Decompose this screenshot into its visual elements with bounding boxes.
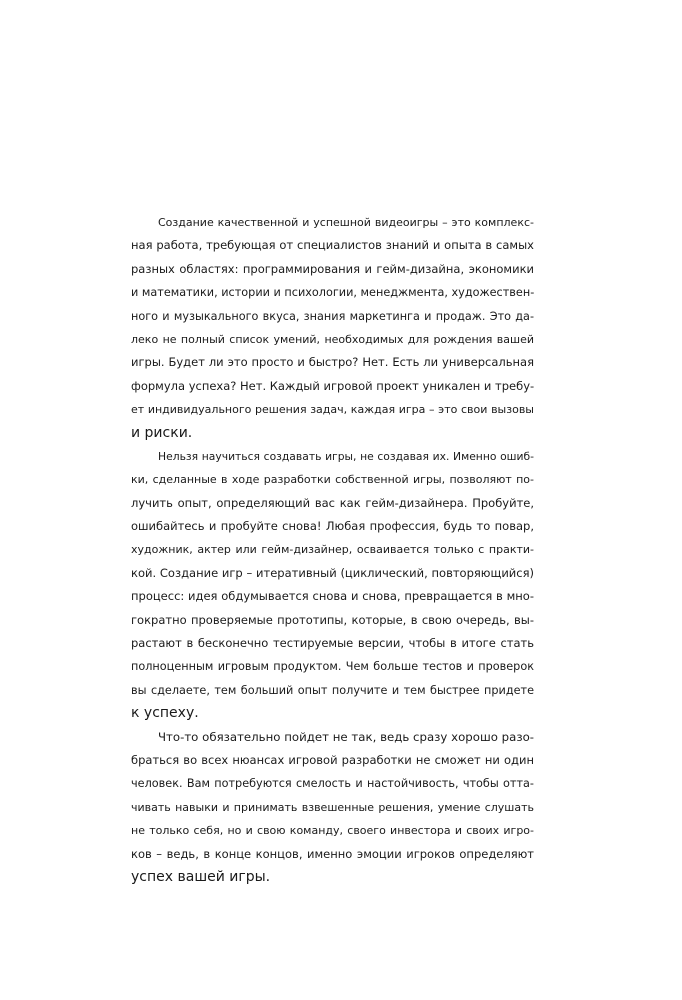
paragraph-1-line-8: формула успеха? Нет. Каждый игровой проект уникален и требу- bbox=[131, 378, 534, 393]
paragraph-1-line-4: и математики, истории и психологии, менеджмента, художествен- bbox=[131, 286, 534, 300]
paragraph-1-line-1: Создание качественной и успешной видеоигры – это комплекс- bbox=[158, 216, 534, 229]
paragraph-1-line-9: ет индивидуального решения задач, каждая игра – это свои вызовы bbox=[131, 403, 534, 417]
paragraph-3-line-6: ков – ведь, в конце концов, именно эмоции игроков определяют bbox=[131, 846, 534, 861]
paragraph-2-line-8: гократно проверяемые прототипы, которые, в свою очередь, вы- bbox=[131, 612, 534, 627]
paragraph-2-line-5: художник, актер или гейм-дизайнер, осваивается только с практи- bbox=[131, 543, 534, 557]
paragraph-2-line-6: кой. Создание игр – итеративный (циклический, повторяющийся) bbox=[131, 565, 534, 580]
paragraph-3-line-3: человек. Вам потребуются смелость и настойчивость, чтобы отта- bbox=[131, 777, 534, 791]
paragraph-3-line-4: чивать навыки и принимать взвешенные решения, умение слушать bbox=[131, 800, 534, 814]
paragraph-1-line-3: разных областях: программирования и гейм-дизайна, экономики bbox=[131, 261, 534, 276]
paragraph-2-line-12: к успеху. bbox=[131, 705, 199, 722]
paragraph-3-line-7: успех вашей игры. bbox=[131, 868, 271, 885]
paragraph-2-line-10: полноценным игровым продуктом. Чем больше тестов и проверок bbox=[131, 660, 534, 674]
paragraph-3-line-2: браться во всех нюансах игровой разработки не сможет ни один bbox=[131, 752, 534, 767]
paragraph-2-line-2: ки, сделанные в ходе разработки собственной игры, позволяют по- bbox=[131, 473, 534, 487]
paragraph-3-line-5: не только себя, но и свою команду, своего инвестора и своих игро- bbox=[131, 824, 534, 838]
paragraph-1-line-6: леко не полный список умений, необходимых для рождения вашей bbox=[131, 332, 534, 346]
paragraph-1-line-7: игры. Будет ли это просто и быстро? Нет. Есть ли универсальная bbox=[131, 355, 534, 370]
paragraph-1-line-2: ная работа, требующая от специалистов знаний и опыта в самых bbox=[131, 238, 534, 253]
paragraph-2-line-3: лучить опыт, определяющий вас как гейм-дизайнера. Пробуйте, bbox=[131, 495, 534, 510]
paragraph-2-line-4: ошибайтесь и пробуйте снова! Любая профессия, будь то повар, bbox=[131, 519, 534, 534]
paragraph-2-line-1: Нельзя научиться создавать игры, не создавая их. Именно ошиб- bbox=[158, 449, 534, 463]
paragraph-1-line-10: и риски. bbox=[131, 424, 193, 441]
paragraph-2-line-7: процесс: идея обдумывается снова и снова, превращается в мно- bbox=[131, 589, 534, 604]
body-text bbox=[131, 211, 534, 889]
paragraph-2-line-9: растают в бесконечно тестируемые версии, чтобы в итоге стать bbox=[131, 636, 534, 651]
paragraph-3-line-1: Что-то обязательно пойдет не так, ведь сразу хорошо разо- bbox=[158, 729, 534, 744]
paragraph-2-line-11: вы сделаете, тем больший опыт получите и тем быстрее придете bbox=[131, 683, 534, 697]
paragraph-1-line-5: ного и музыкального вкуса, знания маркетинга и продаж. Это да- bbox=[131, 309, 534, 323]
